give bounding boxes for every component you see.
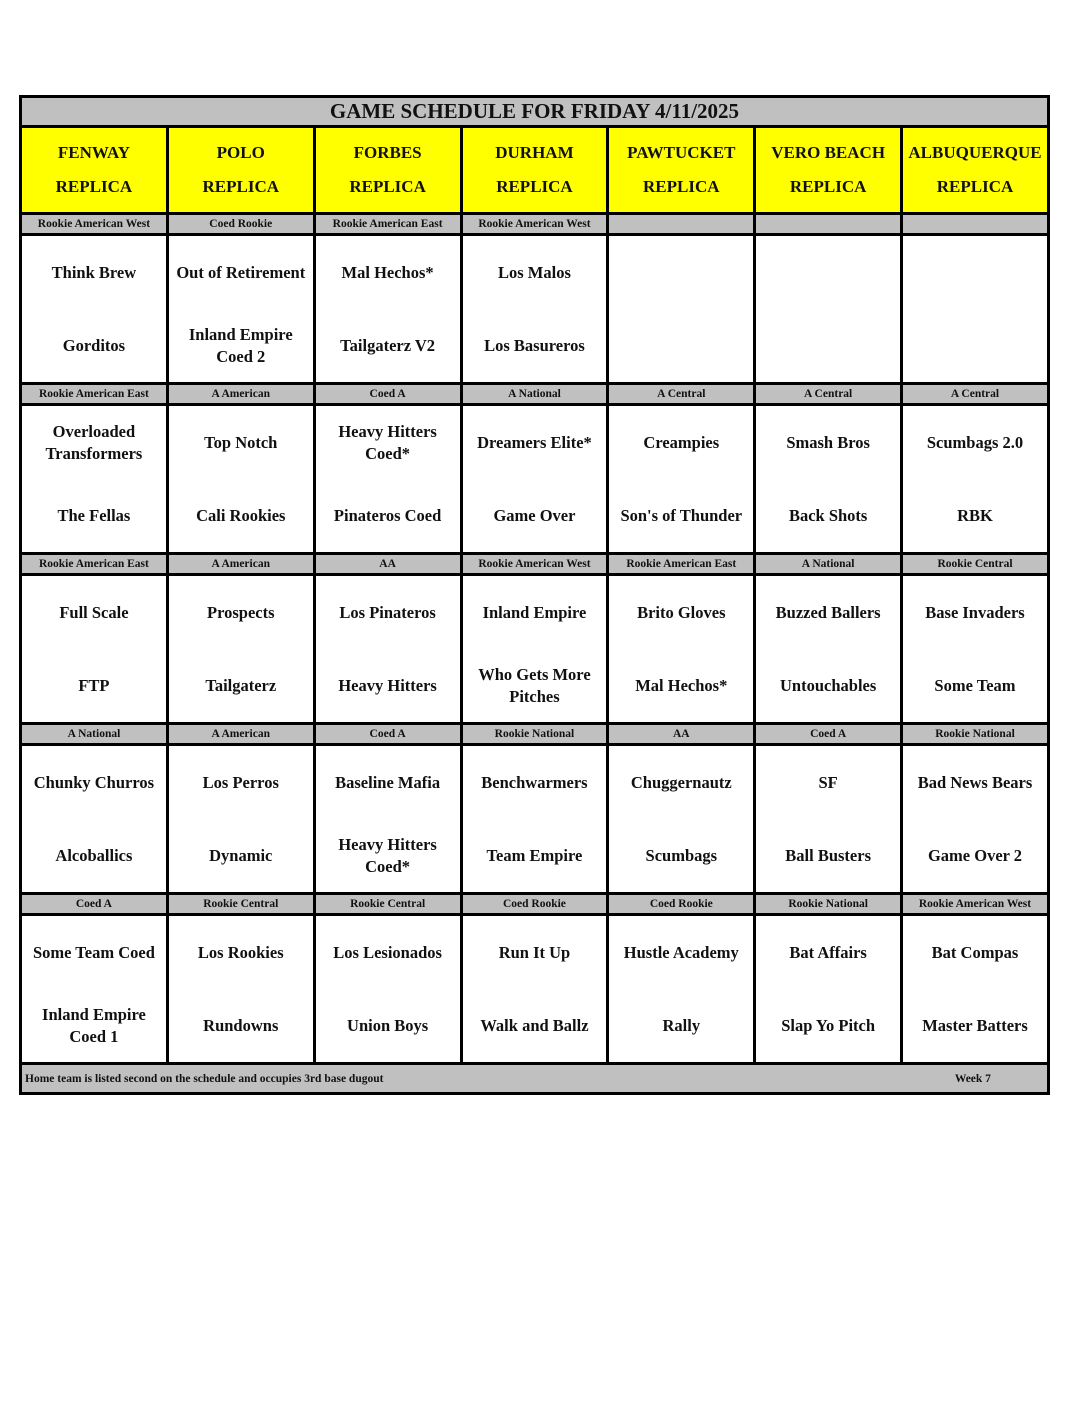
game-cell xyxy=(608,575,755,724)
home-team: Heavy Hitters xyxy=(338,675,437,695)
game-cell xyxy=(21,235,168,384)
division-label xyxy=(608,214,755,235)
home-team: Inland Empire Coed 1 xyxy=(42,1004,146,1046)
schedule-sheet xyxy=(19,95,1047,1095)
division-label: AA xyxy=(608,724,755,745)
home-team: Los Basureros xyxy=(484,335,585,355)
away-team: Base Invaders xyxy=(925,602,1025,622)
game-row xyxy=(21,235,1049,384)
field-header-albuquerque xyxy=(902,127,1049,214)
field-type: REPLICA xyxy=(496,177,573,196)
division-label: A National xyxy=(21,724,168,745)
game-cell xyxy=(902,915,1049,1064)
game-cell xyxy=(902,745,1049,894)
game-cell xyxy=(755,575,902,724)
home-team: Alcoballics xyxy=(55,845,133,865)
division-row xyxy=(21,554,1049,575)
home-team: Inland Empire Coed 2 xyxy=(188,324,293,366)
division-label: A American xyxy=(167,554,314,575)
away-team: Bat Compas xyxy=(931,942,1019,962)
division-label: Rookie American West xyxy=(461,214,608,235)
field-header-forbes xyxy=(314,127,461,214)
field-header-polo xyxy=(167,127,314,214)
division-label: Coed A xyxy=(755,724,902,745)
week-label: Week 7 xyxy=(954,1072,991,1085)
home-team: Walk and Ballz xyxy=(480,1015,589,1035)
home-team: RBK xyxy=(957,505,993,525)
field-type: REPLICA xyxy=(202,177,280,196)
away-team: Inland Empire xyxy=(482,602,587,622)
home-team: Son's of Thunder xyxy=(620,505,743,525)
division-label: A National xyxy=(755,554,902,575)
away-team: Out of Retirement xyxy=(176,262,306,282)
home-team: Dynamic xyxy=(209,845,273,865)
field-name: FENWAY xyxy=(57,143,130,162)
game-cell xyxy=(167,235,314,384)
away-team: Hustle Academy xyxy=(623,942,739,962)
home-team: Master Batters xyxy=(922,1015,1028,1035)
away-team: Bad News Bears xyxy=(917,772,1033,792)
field-header-vero-beach xyxy=(755,127,902,214)
away-team: Full Scale xyxy=(59,602,129,622)
game-cell xyxy=(608,235,755,384)
game-cell xyxy=(755,745,902,894)
home-team: Slap Yo Pitch xyxy=(781,1015,876,1035)
away-team: SF xyxy=(818,772,838,792)
game-cell xyxy=(755,235,902,384)
field-name: PAWTUCKET xyxy=(627,143,736,162)
field-name: POLO xyxy=(216,143,265,162)
home-team: Tailgaterz xyxy=(205,675,277,695)
division-label: Coed A xyxy=(314,384,461,405)
home-team: Back Shots xyxy=(788,505,868,525)
home-team: Game Over 2 xyxy=(927,845,1023,865)
away-team: Baseline Mafia xyxy=(335,772,441,792)
home-team: Scumbags xyxy=(645,845,718,865)
division-label: Rookie National xyxy=(902,724,1049,745)
division-label: Rookie Central xyxy=(314,894,461,915)
division-row xyxy=(21,384,1049,405)
away-team: Chunky Churros xyxy=(33,772,155,792)
home-team: Gorditos xyxy=(62,335,126,355)
home-team xyxy=(903,309,1047,382)
division-label xyxy=(755,214,902,235)
away-team: Some Team Coed xyxy=(32,942,155,962)
home-team: Game Over xyxy=(493,505,576,525)
game-cell xyxy=(167,745,314,894)
game-cell xyxy=(902,235,1049,384)
game-cell xyxy=(461,915,608,1064)
game-cell xyxy=(21,915,168,1064)
away-team: Los Perros xyxy=(202,772,279,792)
game-cell xyxy=(314,235,461,384)
game-cell xyxy=(314,915,461,1064)
away-team: Heavy Hitters Coed* xyxy=(338,421,437,463)
game-cell xyxy=(21,575,168,724)
title-row xyxy=(21,97,1049,127)
away-team: Los Lesionados xyxy=(333,942,442,962)
home-team: Some Team xyxy=(934,675,1016,695)
game-cell xyxy=(314,745,461,894)
division-label: Rookie American East xyxy=(314,214,461,235)
field-type: REPLICA xyxy=(789,177,867,196)
game-row xyxy=(21,575,1049,724)
division-label: Rookie American West xyxy=(21,214,168,235)
field-header-durham xyxy=(461,127,608,214)
division-row xyxy=(21,894,1049,915)
game-cell xyxy=(21,405,168,554)
game-cell xyxy=(461,745,608,894)
home-team xyxy=(756,309,900,382)
field-name: ALBUQUERQUE xyxy=(908,143,1042,162)
division-label: Coed Rookie xyxy=(167,214,314,235)
field-header-pawtucket xyxy=(608,127,755,214)
division-label: Rookie American East xyxy=(21,384,168,405)
game-cell xyxy=(167,575,314,724)
away-team: Mal Hechos* xyxy=(341,262,434,282)
division-label: A American xyxy=(167,384,314,405)
away-team: Smash Bros xyxy=(786,432,870,452)
away-team xyxy=(903,236,1047,309)
home-team: Cali Rookies xyxy=(196,505,286,525)
away-team: Prospects xyxy=(207,602,275,622)
division-label: Rookie American East xyxy=(21,554,168,575)
division-label: A Central xyxy=(902,384,1049,405)
game-row xyxy=(21,915,1049,1064)
home-team-note: Home team is listed second on the schedule and occupies 3rd base dugout xyxy=(25,1072,384,1085)
game-row xyxy=(21,405,1049,554)
division-label: Rookie National xyxy=(755,894,902,915)
division-label xyxy=(902,214,1049,235)
division-label: Rookie American East xyxy=(608,554,755,575)
game-cell xyxy=(755,405,902,554)
away-team: Overloaded Transformers xyxy=(45,421,143,463)
division-label: AA xyxy=(314,554,461,575)
home-team: Mal Hechos* xyxy=(635,675,728,695)
footer-row xyxy=(21,1064,1049,1094)
game-cell xyxy=(608,915,755,1064)
game-cell xyxy=(755,915,902,1064)
away-team xyxy=(609,236,753,309)
division-label: Coed Rookie xyxy=(608,894,755,915)
field-type: REPLICA xyxy=(936,177,1014,196)
away-team: Buzzed Ballers xyxy=(775,602,881,622)
home-team: Untouchables xyxy=(780,675,877,695)
home-team: Union Boys xyxy=(347,1015,429,1035)
schedule-title: GAME SCHEDULE FOR FRIDAY 4/11/2025 xyxy=(21,97,1049,127)
away-team: Think Brew xyxy=(51,262,137,282)
home-team: Rally xyxy=(662,1015,701,1035)
division-label: A American xyxy=(167,724,314,745)
away-team xyxy=(756,236,900,309)
away-team: Top Notch xyxy=(204,432,278,452)
game-cell xyxy=(608,745,755,894)
field-name: VERO BEACH xyxy=(771,143,886,162)
field-name: FORBES xyxy=(353,143,422,162)
game-cell xyxy=(21,745,168,894)
home-team: Pinateros Coed xyxy=(333,505,442,525)
division-label: Rookie National xyxy=(461,724,608,745)
game-cell xyxy=(314,405,461,554)
home-team: Team Empire xyxy=(486,845,583,865)
game-cell xyxy=(314,575,461,724)
division-label: Rookie American West xyxy=(902,894,1049,915)
away-team: Bat Affairs xyxy=(789,942,867,962)
game-cell xyxy=(167,915,314,1064)
field-type: REPLICA xyxy=(643,177,720,196)
game-cell xyxy=(461,575,608,724)
home-team: Heavy Hitters Coed* xyxy=(338,834,437,876)
game-cell xyxy=(167,405,314,554)
field-header-row xyxy=(21,127,1049,214)
division-label: A Central xyxy=(608,384,755,405)
game-cell xyxy=(608,405,755,554)
home-team: Rundowns xyxy=(203,1015,279,1035)
division-label: A Central xyxy=(755,384,902,405)
away-team: Benchwarmers xyxy=(481,772,588,792)
division-label: Coed Rookie xyxy=(461,894,608,915)
away-team: Chuggernautz xyxy=(630,772,732,792)
field-type: REPLICA xyxy=(55,177,133,196)
away-team: Los Rookies xyxy=(197,942,284,962)
home-team: FTP xyxy=(78,675,110,695)
home-team: Ball Busters xyxy=(785,845,871,865)
away-team: Los Pinateros xyxy=(339,602,436,622)
division-row xyxy=(21,724,1049,745)
division-label: Rookie Central xyxy=(902,554,1049,575)
division-label: Coed A xyxy=(21,894,168,915)
field-name: DURHAM xyxy=(495,143,574,162)
schedule-table xyxy=(19,95,1050,1095)
away-team: Brito Gloves xyxy=(637,602,726,622)
division-row xyxy=(21,214,1049,235)
away-team: Scumbags 2.0 xyxy=(926,432,1024,452)
away-team: Los Malos xyxy=(498,262,571,282)
away-team: Creampies xyxy=(643,432,720,452)
game-cell xyxy=(461,405,608,554)
field-header-fenway xyxy=(21,127,168,214)
home-team xyxy=(609,309,753,382)
game-row xyxy=(21,745,1049,894)
home-team: The Fellas xyxy=(57,505,131,525)
division-label: A National xyxy=(461,384,608,405)
game-cell xyxy=(461,235,608,384)
game-cell xyxy=(902,405,1049,554)
division-label: Rookie Central xyxy=(167,894,314,915)
home-team: Who Gets More Pitches xyxy=(478,664,591,706)
game-cell xyxy=(902,575,1049,724)
away-team: Dreamers Elite* xyxy=(477,432,592,452)
away-team: Run It Up xyxy=(498,942,571,962)
footer-cell xyxy=(21,1064,1049,1094)
division-label: Rookie American West xyxy=(461,554,608,575)
field-type: REPLICA xyxy=(349,177,426,196)
division-label: Coed A xyxy=(314,724,461,745)
home-team: Tailgaterz V2 xyxy=(340,335,436,355)
